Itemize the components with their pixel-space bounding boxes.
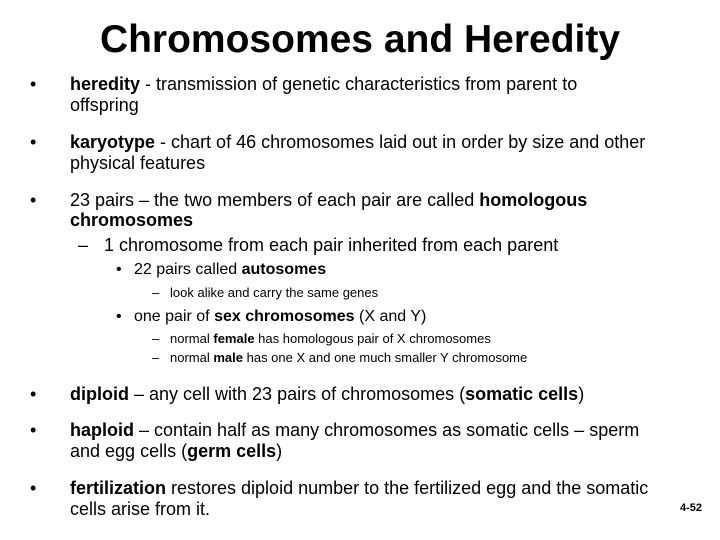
bullet-fertilization-cont: cells arise from it. bbox=[70, 499, 211, 519]
text: - transmission of genetic characteristics from parent to bbox=[140, 74, 578, 94]
bullet-fertilization bbox=[70, 477, 648, 499]
bullet-pairs bbox=[70, 189, 587, 211]
bullet-icon: • bbox=[30, 74, 37, 94]
term: haploid bbox=[70, 420, 134, 440]
bullet-haploid-cont bbox=[70, 440, 282, 462]
text: 23 pairs – the two members of each pair are called bbox=[70, 190, 480, 210]
text: has homologous pair of X chromosomes bbox=[254, 331, 491, 346]
text: has one X and one much smaller Y chromosome bbox=[243, 350, 528, 365]
term: fertilization bbox=[70, 478, 167, 498]
text: normal bbox=[170, 350, 214, 365]
bullet-heredity bbox=[70, 73, 577, 95]
bullet-icon: • bbox=[116, 261, 122, 278]
text: – any cell with 23 pairs of chromosomes ( bbox=[128, 384, 466, 404]
bullet-icon: • bbox=[116, 308, 122, 325]
dash-icon: – bbox=[152, 350, 160, 365]
bullet-pairs-cont: chromosomes bbox=[70, 210, 194, 230]
bullet-icon: • bbox=[30, 190, 37, 210]
text: 22 pairs called bbox=[134, 261, 242, 278]
term: karyotype bbox=[70, 132, 156, 152]
sub-bullet-sex-chromosomes bbox=[134, 307, 426, 327]
page-number: 4-52 bbox=[680, 502, 703, 514]
bullet-icon: • bbox=[30, 420, 37, 440]
bullet-heredity-cont: offspring bbox=[70, 95, 139, 115]
bullet-icon: • bbox=[30, 478, 37, 498]
sub-bullet-autosomes bbox=[134, 260, 326, 280]
dash-icon: – bbox=[152, 331, 160, 346]
bullet-karyotype bbox=[70, 131, 645, 153]
text: ) bbox=[578, 384, 585, 404]
sub-bullet-female bbox=[170, 331, 491, 347]
bullet-haploid bbox=[70, 419, 639, 441]
term: heredity bbox=[70, 74, 141, 94]
bullet-icon: • bbox=[30, 132, 37, 152]
sub-bullet-inheritance: 1 chromosome from each pair inherited from each parent bbox=[104, 235, 559, 255]
text: normal bbox=[170, 331, 214, 346]
text: – contain half as many chromosomes as somatic cells – sperm bbox=[134, 420, 640, 440]
term: sex chromosomes bbox=[214, 308, 355, 325]
slide-title: Chromosomes and Heredity bbox=[99, 18, 621, 61]
term: autosomes bbox=[241, 261, 327, 278]
term: diploid bbox=[70, 384, 129, 404]
term: homologous bbox=[479, 190, 588, 210]
sub-bullet-look-alike: look alike and carry the same genes bbox=[170, 285, 379, 300]
sub-bullet-male bbox=[170, 350, 527, 366]
bullet-karyotype-cont: physical features bbox=[70, 153, 206, 173]
term: female bbox=[213, 331, 255, 346]
text: one pair of bbox=[134, 308, 215, 325]
text: (X and Y) bbox=[354, 308, 427, 325]
dash-icon: – bbox=[78, 235, 89, 255]
term: male bbox=[213, 350, 243, 365]
text: ) bbox=[276, 441, 283, 461]
text: restores diploid number to the fertilized egg and the somatic bbox=[166, 478, 649, 498]
text: - chart of 46 chromosomes laid out in order by size and other bbox=[155, 132, 646, 152]
dash-icon: – bbox=[152, 285, 160, 300]
term: germ cells bbox=[187, 441, 277, 461]
text: and egg cells ( bbox=[70, 441, 188, 461]
bullet-diploid bbox=[70, 383, 584, 405]
bullet-icon: • bbox=[30, 384, 37, 404]
term: somatic cells bbox=[465, 384, 579, 404]
